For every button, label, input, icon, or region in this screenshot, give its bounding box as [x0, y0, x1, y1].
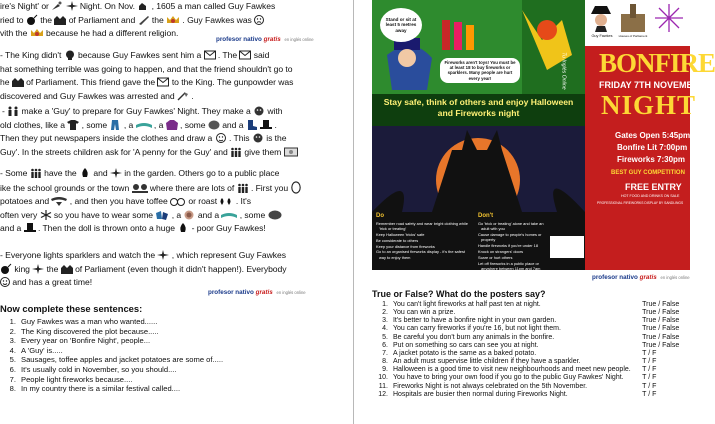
people-icon — [230, 147, 242, 157]
item-text: Every year on 'Bonfire Night', people... — [21, 336, 151, 346]
text: he — [0, 77, 12, 88]
dont-item: Cause damage to people's homes or property — [478, 232, 542, 243]
question-number: 1. — [382, 301, 388, 308]
answer-choice[interactable]: True / False — [642, 309, 680, 317]
text: potatoes and — [0, 196, 52, 207]
speech-bubble: Stand or sit at least 5 metres away — [380, 8, 422, 42]
question-number: 3. — [382, 317, 388, 325]
credit-name: profesor nativo — [216, 36, 262, 43]
table-row — [374, 334, 690, 342]
text: . The — [217, 50, 240, 60]
text: . — [191, 90, 194, 101]
question-text: Hospitals are busier then normal during Fireworks Night. — [392, 390, 568, 398]
list-item — [2, 355, 223, 365]
fireworks-time: Fireworks 7:30pm — [617, 155, 686, 164]
do-item: Keep Halloween 'tricks' safe — [376, 232, 425, 238]
trousers-icon — [109, 120, 121, 130]
table-row — [374, 374, 690, 382]
letter-icon — [239, 50, 251, 60]
credit-small: en inglés online — [660, 275, 690, 280]
text: often very — [0, 209, 40, 220]
question-text: Fireworks Night is not always celebrated on the 5th November. — [392, 382, 588, 390]
question-number: 9. — [382, 366, 388, 374]
answer-choice[interactable]: True / False — [642, 341, 680, 349]
true-false-heading: True or False? What do the posters say? — [372, 289, 546, 299]
speech-text: Fireworks aren't toys! You must be at least 18 to buy fireworks or sparklers. Many people are hurt every year! — [440, 58, 520, 83]
text: make a 'Guy' to prepare for Guy Fawkes' Night. They make a — [21, 106, 254, 116]
people-icon — [30, 168, 42, 178]
sausages-icon — [51, 196, 67, 206]
sparkle-firework-icon — [66, 1, 78, 11]
answer-choice[interactable]: T / F — [642, 382, 657, 390]
side-text: Tu Inglés Online — [560, 52, 567, 90]
poster-date: FRIDAY 7TH NOVEMBER — [599, 80, 706, 90]
happy-face-icon — [0, 277, 10, 287]
letter-icon — [204, 50, 216, 60]
item-number: 7. — [9, 374, 16, 384]
text: of Parliament and — [68, 14, 138, 25]
para-line — [0, 14, 340, 28]
para-line: hat something terrible was going to happen, and that the friend shouldn't go to — [0, 63, 293, 74]
face-icon — [215, 133, 227, 143]
do-item: Remember road safety and wear bright clothing while 'trick or treating' — [376, 221, 468, 232]
worksheet-right-column — [360, 0, 715, 424]
list-item — [2, 365, 223, 375]
item-number: 1. — [9, 317, 16, 326]
answer-choice[interactable]: T / F — [642, 390, 657, 398]
credit-gratis: gratis — [255, 289, 273, 296]
paragraph-plot — [0, 49, 340, 103]
text: ire's Night' or — [0, 1, 52, 11]
item-text: In my country there is a similar festival called.... — [21, 384, 181, 394]
text: , some — [180, 119, 208, 130]
bonfire-word: BONFIRE — [599, 48, 715, 78]
child-face-icon — [183, 210, 195, 220]
text: , which represent Guy Fawkes — [171, 250, 286, 260]
gloves-icon — [208, 120, 220, 130]
text: , some — [239, 209, 268, 220]
text: ried to — [0, 14, 26, 25]
text: or roast — [188, 196, 220, 207]
text: to the King. The gunpowder was — [171, 77, 294, 88]
socks-icon — [268, 210, 282, 220]
true-false-list — [374, 301, 690, 399]
best-guy: BEST GUY COMPETITION — [611, 170, 685, 176]
question-number: 8. — [382, 358, 388, 366]
king-crown-icon — [30, 28, 44, 38]
text: . Guy Fawkes was — [182, 14, 255, 25]
para-line — [0, 119, 340, 133]
rocket-firework-icon — [51, 1, 63, 11]
question-text: Be careful you don't burn any animals in the bonfire. — [392, 333, 555, 341]
free-entry: FREE ENTRY — [625, 182, 682, 192]
text: , a — [171, 209, 184, 220]
dont-title: Don't — [478, 213, 494, 219]
text: said — [253, 50, 270, 60]
item-number: 6. — [9, 364, 16, 374]
text: in the garden. Others go to a public place — [124, 168, 280, 178]
para-line — [0, 195, 340, 209]
page-divider — [353, 0, 354, 424]
text: - poor Guy Fawkes! — [191, 223, 266, 234]
text: the — [46, 263, 61, 274]
do-title: Do — [376, 213, 384, 219]
item-text: Guy Fawkes was a man who wanted...... — [21, 317, 158, 326]
table-row — [374, 350, 690, 358]
list-item — [2, 336, 223, 346]
park-icon — [132, 183, 148, 193]
do-list — [376, 221, 472, 261]
text: - Everyone lights sparklers and watch the — [0, 250, 158, 260]
table-row — [374, 317, 690, 325]
text: , some — [81, 119, 110, 130]
text: the — [40, 14, 55, 25]
question-number: 10. — [378, 374, 388, 382]
item-number: 8. — [9, 384, 16, 394]
list-item — [2, 346, 223, 356]
text: . — [274, 119, 277, 130]
question-text: You can't light fireworks at half past ten at night. — [392, 301, 541, 308]
king-crown-icon — [166, 15, 180, 25]
number-five-icon — [137, 1, 149, 11]
credit-gratis: gratis — [263, 36, 281, 43]
answer-choice[interactable]: T / F — [642, 374, 657, 382]
text: , a — [153, 119, 166, 130]
para-line — [0, 49, 340, 63]
text: - Some — [0, 168, 30, 178]
skull-icon — [64, 50, 76, 60]
text: , and then you have toffee — [69, 196, 171, 207]
hat-icon — [260, 120, 272, 130]
item-text: It's usually cold in November, so you should.... — [21, 364, 177, 374]
boots-icon — [246, 120, 258, 130]
text: discovered and Guy Fawkes was arrested and — [0, 90, 177, 101]
bomb-icon — [26, 15, 38, 25]
scarf-icon — [221, 210, 237, 220]
text: with — [267, 106, 283, 116]
answer-choice[interactable]: T / F — [642, 366, 657, 374]
text: . First you — [250, 182, 289, 193]
answer-choice[interactable]: True / False — [642, 317, 680, 325]
children-icon — [7, 106, 19, 116]
do-item: Keep your distance from fireworks — [376, 243, 435, 249]
text: of Parliament. This friend gave the — [26, 77, 158, 88]
dont-item: Knock on strangers' doors — [478, 248, 524, 254]
doll-icon — [252, 133, 264, 143]
text: . This — [228, 133, 252, 144]
text: ike the school grounds or the town — [0, 182, 132, 193]
text: - The King didn't — [0, 50, 64, 60]
do-item: Be considerate to others — [376, 237, 419, 243]
pro-note: PROFESSIONAL FIREWORKS DISPLAY BY SANDLINGS — [597, 201, 684, 205]
table-row — [374, 358, 690, 366]
item-text: The King discovered the plot because..... — [21, 326, 159, 336]
text: give them — [244, 146, 284, 157]
para-line — [0, 105, 340, 119]
dont-item: Handle fireworks if you're under 18 — [478, 243, 538, 249]
para-line — [0, 263, 340, 277]
question-text: An adult must supervise little children if they have a sparkler. — [392, 358, 581, 366]
answer-choice[interactable]: True / False — [642, 325, 680, 333]
answer-choice[interactable]: True / False — [642, 333, 680, 341]
text: and a — [0, 223, 24, 234]
night-word: NIGHT — [601, 90, 697, 120]
knife-icon — [138, 15, 150, 25]
do-item: Go to an organised fireworks display - it's the safest way to enjoy them — [376, 249, 465, 260]
text: old clothes, like a — [0, 119, 68, 130]
people-icon — [237, 183, 249, 193]
paragraph-history — [0, 0, 340, 41]
safety-poster — [372, 0, 585, 270]
text: is the — [266, 133, 287, 144]
tshirt-icon — [67, 120, 79, 130]
table-row — [374, 383, 690, 391]
item-number: 4. — [9, 345, 16, 355]
text: Then they put newspapers inside the clothes and draw a — [0, 133, 215, 144]
item-number: 5. — [9, 355, 16, 365]
question-number: 7. — [382, 349, 388, 357]
text: of Parliament (even though it didn't happen!). Everybody — [75, 263, 287, 274]
para-line — [0, 222, 340, 236]
question-number: 5. — [382, 333, 388, 341]
dont-list — [478, 221, 550, 272]
bonfire-poster — [560, 0, 715, 270]
text: , a — [123, 119, 136, 130]
mittens-icon — [155, 210, 169, 220]
item-number: 2. — [9, 326, 16, 336]
paragraph-celebration — [0, 167, 340, 236]
para-line — [0, 76, 340, 90]
table-row — [374, 342, 690, 350]
text: Night. On Nov. — [79, 1, 138, 11]
bullet: - — [2, 106, 8, 116]
bonfire-icon — [177, 223, 189, 233]
para-line — [0, 167, 340, 181]
complete-heading: Now complete these sentences: — [0, 303, 143, 314]
text: because Guy Fawkes sent him a — [78, 50, 204, 60]
complete-list — [2, 317, 223, 394]
toffee-apples-icon — [170, 196, 186, 206]
firework-burst-icon — [655, 4, 683, 32]
guy-fawkes-portrait-icon — [589, 2, 613, 32]
question-number: 4. — [382, 325, 388, 333]
question-number: 11. — [378, 382, 388, 390]
list-item — [2, 317, 223, 327]
text: king — [14, 263, 33, 274]
question-number: 2. — [382, 309, 388, 317]
question-text: Halloween is a good time to visit new neighbourhoods and meet new people. — [392, 366, 631, 374]
para-line — [0, 146, 340, 160]
houses-icon — [61, 264, 73, 274]
paragraph-guy-making — [0, 105, 340, 159]
credit-name: profesor nativo — [208, 289, 254, 296]
list-item — [2, 384, 223, 394]
answer-choice[interactable]: True / False — [642, 301, 680, 308]
sparkle-firework-icon — [32, 264, 44, 274]
worksheet-left-column — [0, 0, 350, 424]
houses-icon — [54, 15, 66, 25]
para-line — [0, 209, 340, 223]
bonfire-icon — [79, 168, 91, 178]
snowflake-icon — [40, 210, 52, 220]
parliament-label: Houses of Parliament — [618, 34, 648, 38]
item-number: 3. — [9, 336, 16, 346]
text: because he had a different religion. — [46, 28, 179, 39]
gates-time: Gates Open 5:45pm — [615, 131, 691, 140]
question-text: A jacket potato is the same as a baked potato. — [392, 349, 537, 357]
item-text: A 'Guy' is..... — [21, 345, 63, 355]
text: Guy'. In the streets children ask for 'A penny for the Guy' and — [0, 146, 231, 157]
credit-watermark — [216, 36, 314, 43]
credit-name: profesor nativo — [592, 274, 638, 281]
question-text: Put on something so cars can see you at night. — [392, 341, 539, 349]
question-number: 6. — [382, 341, 388, 349]
text: so you have to wear some — [53, 209, 156, 220]
table-row — [374, 391, 690, 399]
question-text: It's better to have a bonfire night in your own garden. — [392, 317, 557, 325]
text: and a — [197, 209, 222, 220]
para-line — [0, 132, 340, 146]
text: and has a great time! — [12, 277, 93, 288]
list-item — [2, 327, 223, 337]
para-line — [0, 249, 340, 263]
item-text: People light fireworks because.... — [21, 374, 133, 384]
answer-choice[interactable]: T / F — [642, 358, 657, 366]
guy-label: Guy Fawkes — [591, 34, 613, 38]
credit-small: en inglés online — [276, 290, 306, 295]
sparkle-firework-icon — [157, 250, 169, 260]
sad-face-icon — [254, 15, 264, 25]
chestnuts-icon — [219, 196, 233, 206]
doll-icon — [253, 106, 265, 116]
text: vith the — [0, 28, 30, 39]
list-item — [2, 375, 223, 385]
question-text: You can carry fireworks if you're 16, but not light them. — [392, 325, 561, 333]
credit-small: en inglés online — [284, 37, 314, 42]
item-text: Sausages, toffee apples and jacket potatoes are some of..... — [21, 355, 224, 365]
paragraph-fireworks — [0, 249, 340, 290]
text: have the — [44, 168, 80, 178]
parliament-icon — [619, 4, 647, 32]
para-line — [0, 181, 340, 196]
text: and — [93, 168, 110, 178]
credit-gratis: gratis — [639, 274, 657, 281]
dont-item: Let off fireworks in a public place or anywhere between 11pm and 7am — [478, 260, 541, 271]
hat-icon — [24, 223, 36, 233]
letter-icon — [157, 77, 169, 87]
question-text: You can win a prize. — [392, 309, 456, 317]
table-row — [374, 301, 690, 309]
text: . It's — [235, 196, 252, 207]
question-text: You have to bring your own food if you go to the public Guy Fawkes' Night. — [392, 374, 624, 382]
table-row — [374, 325, 690, 333]
dont-item: Go 'trick or treating' alone and take an adult with you — [478, 221, 544, 232]
para-line — [0, 90, 340, 104]
table-row — [374, 309, 690, 317]
credit-watermark — [592, 274, 690, 281]
text: and a — [222, 119, 246, 130]
answer-choice[interactable]: T / F — [642, 349, 657, 357]
text: where there are lots of — [149, 182, 237, 193]
para-line — [0, 276, 340, 290]
bomb-icon — [0, 264, 12, 274]
scarf-icon — [136, 120, 152, 130]
credit-watermark — [208, 289, 306, 296]
text: . Then the doll is thrown onto a huge — [37, 223, 178, 234]
sparkle-firework-icon — [110, 168, 122, 178]
text: the — [151, 14, 167, 25]
table-row — [374, 366, 690, 374]
poster-banner: Stay safe, think of others and enjoy Halloween and Fireworks night — [383, 97, 574, 118]
mirror-icon — [290, 181, 302, 194]
dont-item: Scare or hurt others — [478, 254, 513, 260]
axe-icon — [177, 91, 189, 101]
money-icon — [284, 147, 298, 157]
houses-icon — [12, 77, 24, 87]
bonfire-time: Bonfire Lit 7:00pm — [617, 143, 688, 152]
jacket-icon — [166, 120, 178, 130]
question-number: 12. — [378, 390, 388, 398]
food-note: HOT FOOD AND DRINKS ON SALE — [621, 194, 680, 198]
text: , 1605 a man called Guy Fawkes — [151, 1, 276, 11]
para-line — [0, 0, 340, 14]
